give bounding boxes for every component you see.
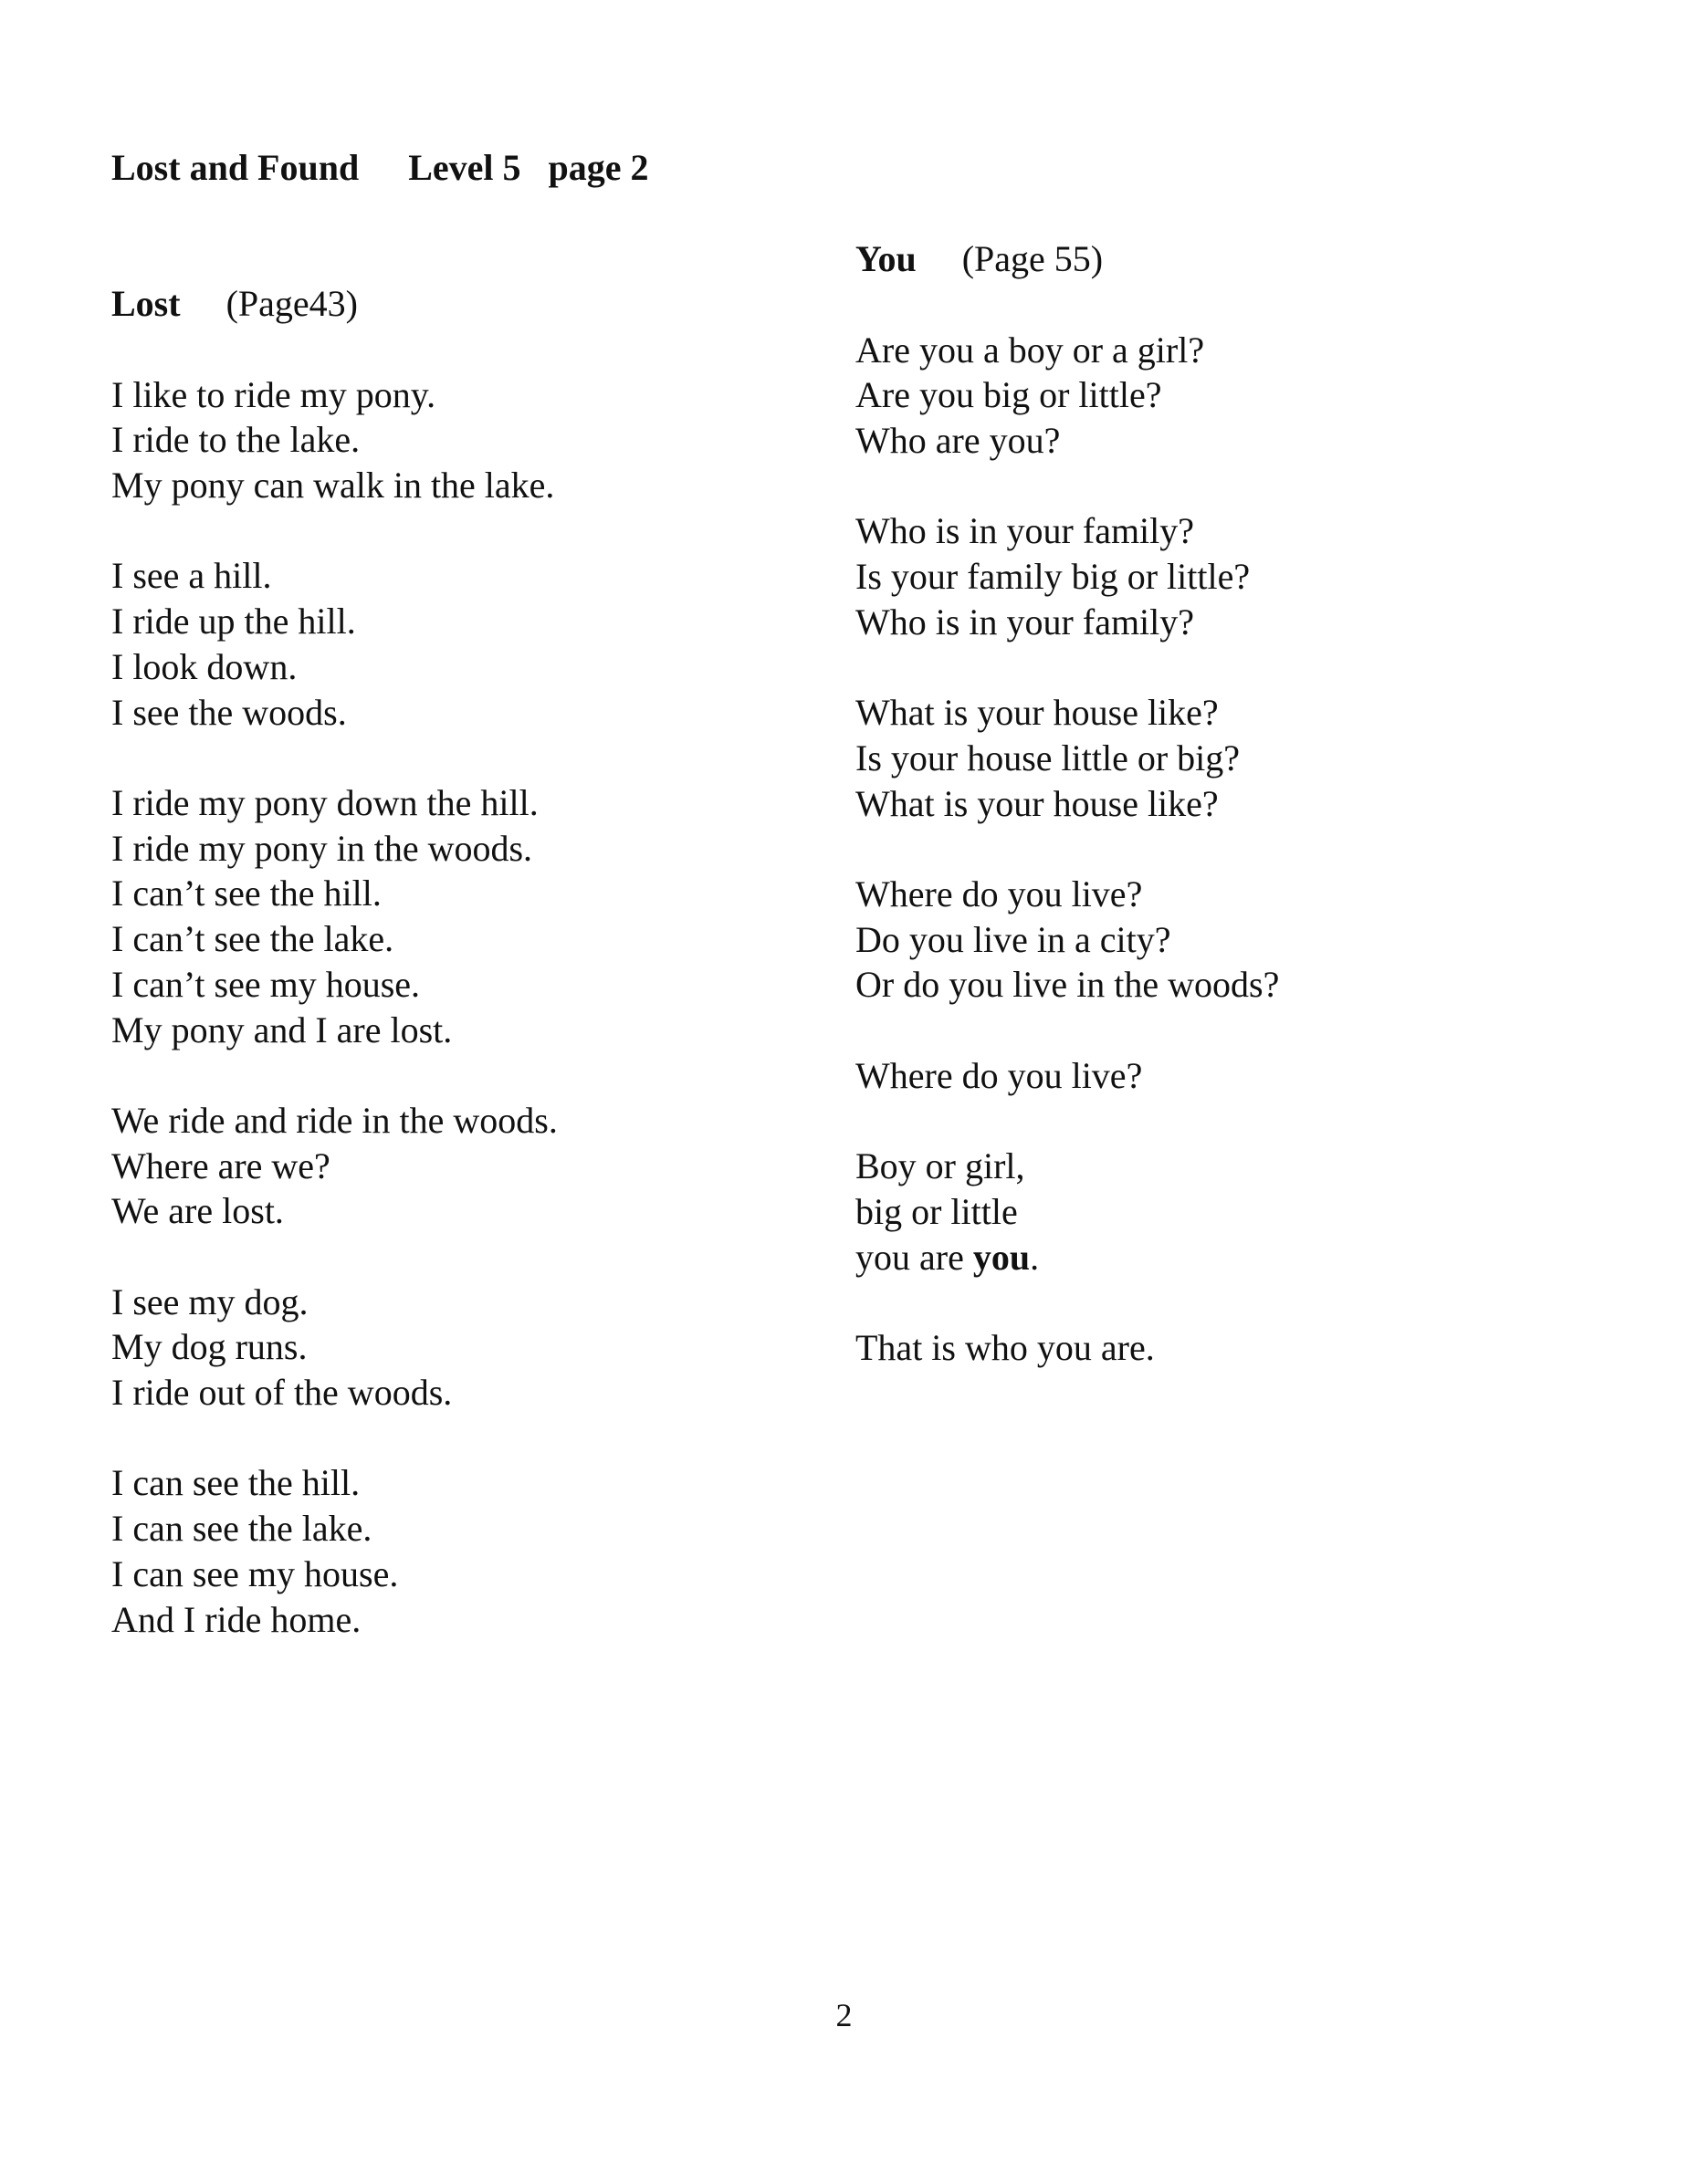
story-title-lost bbox=[111, 281, 805, 327]
poem-line: Are you big or little? bbox=[855, 374, 1162, 416]
poem-line: We ride and ride in the woods. bbox=[111, 1099, 558, 1141]
poem-line: I can’t see the hill. bbox=[111, 873, 382, 914]
poem-line: I ride to the lake. bbox=[111, 419, 361, 461]
header-level: Level 5 bbox=[408, 147, 521, 188]
poem-line: I can see the lake. bbox=[111, 1508, 372, 1550]
document-header bbox=[111, 144, 649, 192]
poem-line: My pony can walk in the lake. bbox=[111, 465, 555, 507]
poem-line: big or little bbox=[855, 1190, 1018, 1232]
poem-line: And I ride home. bbox=[111, 1598, 362, 1640]
poem-line: Who are you? bbox=[855, 420, 1061, 462]
poem-line: I can’t see the lake. bbox=[111, 918, 394, 960]
poem-line: Where are we? bbox=[111, 1144, 330, 1186]
stanza bbox=[111, 1460, 805, 1642]
poem-line: I look down. bbox=[111, 645, 298, 687]
poem-line-prefix: you are bbox=[855, 1236, 973, 1278]
stanza bbox=[855, 508, 1604, 644]
poem-line-emphasis bbox=[855, 1235, 1604, 1280]
poem-line: I ride out of the woods. bbox=[111, 1372, 453, 1414]
stanza-final bbox=[855, 1325, 1604, 1371]
poem-line: Where do you live? bbox=[855, 1054, 1143, 1096]
story-title-you bbox=[855, 236, 1604, 282]
emphasized-word: you bbox=[972, 1236, 1031, 1278]
right-column bbox=[855, 236, 1604, 1371]
poem-line: I can’t see my house. bbox=[111, 963, 421, 1005]
poem-line: Are you a boy or a girl? bbox=[855, 329, 1205, 371]
left-story-body bbox=[111, 372, 805, 1643]
poem-line-suffix: . bbox=[1030, 1236, 1040, 1278]
poem-line: What is your house like? bbox=[855, 782, 1219, 824]
stanza bbox=[855, 872, 1604, 1008]
story-title-text: Lost bbox=[111, 283, 181, 324]
poem-line: I see my dog. bbox=[111, 1280, 309, 1322]
poem-line: What is your house like? bbox=[855, 692, 1219, 734]
stanza-closing bbox=[855, 1144, 1604, 1280]
stanza bbox=[855, 328, 1604, 464]
stanza bbox=[111, 780, 805, 1052]
poem-line: Boy or girl, bbox=[855, 1145, 1025, 1187]
stanza bbox=[111, 1280, 805, 1416]
poem-line: I ride my pony down the hill. bbox=[111, 781, 539, 823]
stanza bbox=[111, 553, 805, 735]
poem-line: My pony and I are lost. bbox=[111, 1008, 453, 1050]
left-column bbox=[111, 281, 805, 1642]
poem-line: I like to ride my pony. bbox=[111, 373, 436, 415]
story-title-text: You bbox=[855, 238, 917, 279]
header-page: page 2 bbox=[548, 147, 649, 188]
stanza bbox=[111, 1098, 805, 1234]
poem-line: We are lost. bbox=[111, 1190, 284, 1232]
page-number: 2 bbox=[835, 1997, 853, 2033]
poem-line: Who is in your family? bbox=[855, 510, 1195, 552]
poem-line: Is your family big or little? bbox=[855, 556, 1251, 598]
poem-line: Do you live in a city? bbox=[855, 918, 1171, 960]
right-story-body bbox=[855, 328, 1604, 1144]
stanza bbox=[855, 1053, 1604, 1099]
poem-line: My dog runs. bbox=[111, 1326, 308, 1368]
stanza bbox=[111, 372, 805, 508]
stanza bbox=[855, 690, 1604, 826]
poem-line: Or do you live in the woods? bbox=[855, 964, 1280, 1006]
story-page-ref: (Page43) bbox=[225, 283, 358, 324]
header-title: Lost and Found bbox=[111, 147, 360, 188]
poem-line: Where do you live? bbox=[855, 873, 1143, 915]
poem-line: I can see my house. bbox=[111, 1552, 399, 1594]
poem-line: I see the woods. bbox=[111, 691, 347, 733]
poem-line: I ride my pony in the woods. bbox=[111, 827, 533, 869]
poem-line: I see a hill. bbox=[111, 555, 272, 597]
poem-line: Is your house little or big? bbox=[855, 737, 1241, 779]
poem-line: I ride up the hill. bbox=[111, 601, 356, 643]
poem-line: That is who you are. bbox=[855, 1327, 1155, 1369]
poem-line: Who is in your family? bbox=[855, 601, 1195, 643]
poem-line: I can see the hill. bbox=[111, 1462, 361, 1504]
story-page-ref: (Page 55) bbox=[961, 238, 1104, 279]
